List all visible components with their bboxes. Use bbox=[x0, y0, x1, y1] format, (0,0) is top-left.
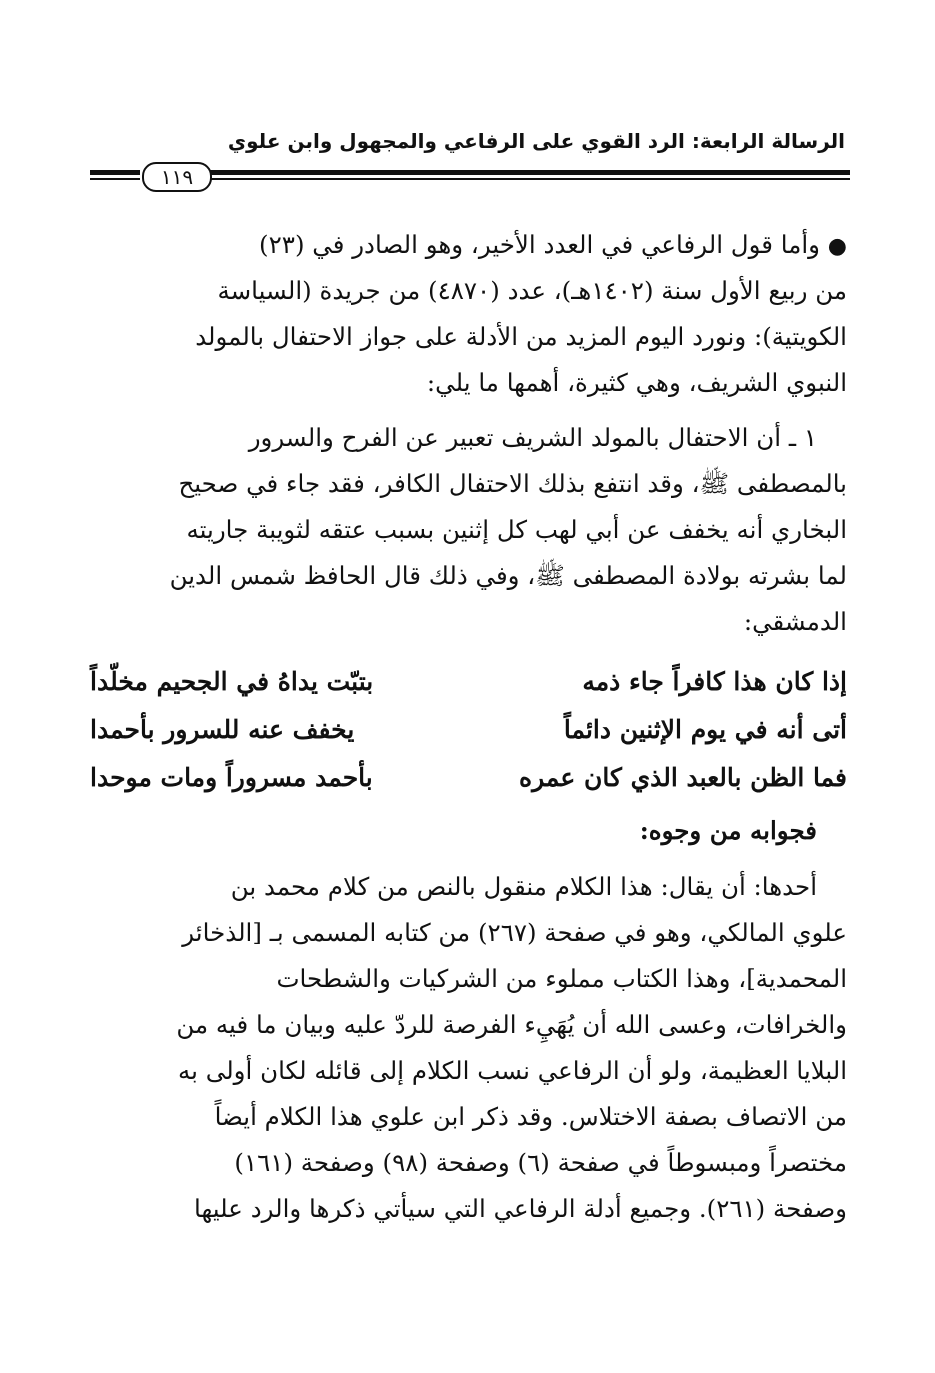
text-line: من الاتصاف بصفة الاختلاس. وقد ذكر ابن علوي هذا الكلام أيضاً bbox=[214, 1102, 847, 1131]
running-title: الرسالة الرابعة: الرد القوي على الرفاعي والمجهول وابن علوي bbox=[227, 129, 845, 153]
text-line: علوي المالكي، وهو في صفحة (٢٦٧) من كتابه المسمى بـ [الذخائر bbox=[182, 918, 847, 947]
paragraph-point-one bbox=[90, 415, 847, 645]
header-rule-left-thin bbox=[90, 178, 140, 180]
poem-second-hemistich: يخفف عنه للسرور بأحمدا bbox=[90, 715, 355, 744]
poem-second-hemistich: بتبّت يداهُ في الجحيم مخلّداً bbox=[90, 667, 374, 696]
poem-second-hemistich: بأحمد مسروراً ومات موحدا bbox=[90, 763, 373, 792]
text-line: الكويتية): ونورد اليوم المزيد من الأدلة على جواز الاحتفال بالمولد bbox=[195, 322, 847, 351]
paragraph-answer-one bbox=[90, 864, 847, 1232]
poem bbox=[90, 658, 847, 802]
text-line: مختصراً ومبسوطاً في صفحة (٦) وصفحة (٩٨) وصفحة (١٦١) bbox=[234, 1148, 847, 1177]
text-line: من ربيع الأول سنة (١٤٠٢هـ)، عدد (٤٨٧٠) من جريدة (السياسة bbox=[217, 276, 847, 305]
poem-first-hemistich: أتى أنه في يوم الإثنين دائماً bbox=[563, 715, 847, 744]
page-number: ١١٩ bbox=[142, 162, 212, 192]
header-rule-right-thin bbox=[210, 178, 850, 180]
header-rule-right-thick bbox=[210, 170, 850, 175]
text-line: البلايا العظيمة، ولو أن الرفاعي نسب الكلام إلى قائله لكان أولى به bbox=[178, 1056, 847, 1085]
poem-verse bbox=[90, 658, 847, 706]
text-line: أحدها: أن يقال: هذا الكلام منقول بالنص من كلام محمد بن bbox=[230, 872, 817, 901]
answer-intro bbox=[90, 808, 847, 854]
poem-verse bbox=[90, 754, 847, 802]
poem-first-hemistich: فما الظن بالعبد الذي كان عمره bbox=[519, 763, 847, 792]
text-line: فجوابه من وجوه: bbox=[639, 816, 817, 845]
text-line: البخاري أنه يخفف عن أبي لهب كل إثنين بسبب عتقه لثويبة جاريته bbox=[186, 515, 847, 544]
text-line: النبوي الشريف، وهي كثيرة، أهمها ما يلي: bbox=[426, 368, 847, 397]
header-rule-left-thick bbox=[90, 170, 140, 175]
text-line: المحمدية]، وهذا الكتاب مملوء من الشركيات والشطحات bbox=[276, 964, 847, 993]
text-line: الدمشقي: bbox=[743, 607, 847, 636]
text-line: لما بشرته بولادة المصطفى ﷺ، وفي ذلك قال الحافظ شمس الدين bbox=[169, 561, 847, 590]
text-line: وصفحة (٢٦١). وجميع أدلة الرفاعي التي سيأتي ذكرها والرد عليها bbox=[194, 1194, 847, 1223]
paragraph-intro bbox=[90, 222, 847, 406]
text-line-content: وأما قول الرفاعي في العدد الأخير، وهو الصادر في (٢٣) bbox=[259, 230, 820, 259]
bullet-icon: ● bbox=[827, 234, 847, 259]
poem-verse bbox=[90, 706, 847, 754]
text-line: بالمصطفى ﷺ، وقد انتفع بذلك الاحتفال الكافر، فقد جاء في صحيح bbox=[178, 469, 847, 498]
text-line: والخرافات، وعسى الله أن يُهَيِء الفرصة للردّ عليه وبيان ما فيه من bbox=[176, 1010, 847, 1039]
text-line bbox=[90, 222, 847, 268]
text-line: ١ ـ أن الاحتفال بالمولد الشريف تعبير عن الفرح والسرور bbox=[248, 423, 817, 452]
poem-first-hemistich: إذا كان هذا كافراً جاء ذمه bbox=[582, 667, 847, 696]
